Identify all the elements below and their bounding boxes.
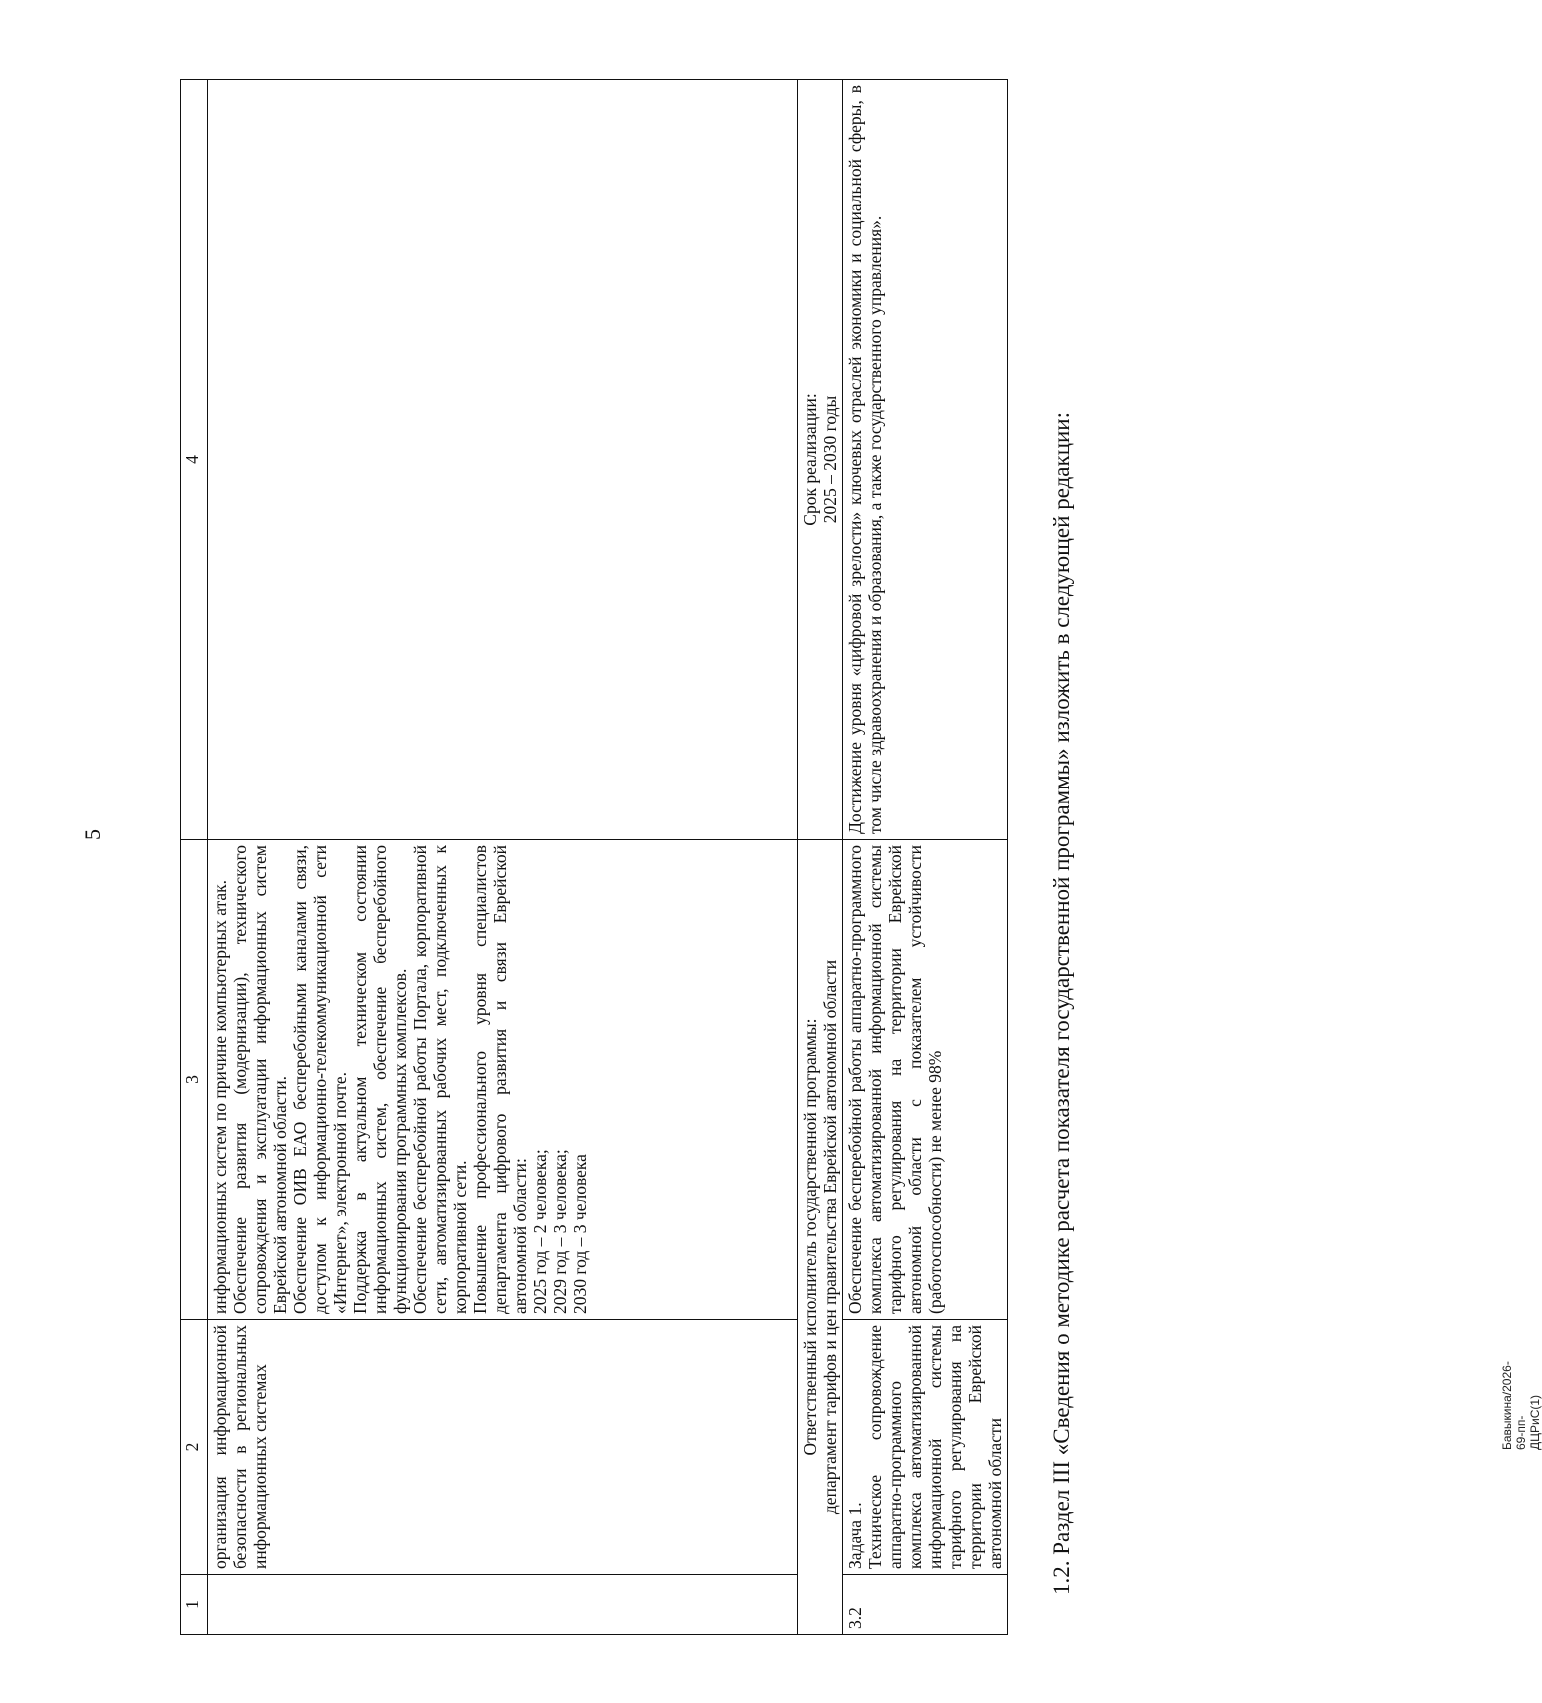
- result-line: Обеспечение бесперебойной работы Портала, корпоративной сети, автоматизированных рабочих мест, подключенных к корпоративной сети.: [410, 845, 470, 1314]
- result-line: Поддержка в актуальном техническом состоянии информационных систем, обеспечение бесперебойного функционирования программных комплексов.: [350, 845, 410, 1314]
- cell-number: 3.2: [843, 1575, 1008, 1635]
- task-text: Техническое сопровождение аппаратно-программного комплекса автоматизированной информационной системы тарифного регулирования на территории Еврейской автономной области: [865, 1325, 1005, 1569]
- table-section-row: [798, 80, 843, 1635]
- program-table: [180, 79, 1008, 1635]
- result-line: Обеспечение развития (модернизации), технического сопровождения и эксплуатации информационных систем Еврейской автономной области.: [230, 845, 290, 1314]
- cell-task: [843, 1320, 1008, 1575]
- result-line: информационных систем по причине компьютерных атак.: [210, 879, 230, 1314]
- section-instruction: 1.2. Раздел III «Сведения о методике расчета показателя государственной программы» изложить в следующей редакции:: [1049, 411, 1074, 1595]
- table-row-3-2: [843, 80, 1008, 1635]
- cell-link: Достижение уровня «цифровой зрелости» ключевых отраслей экономики и социальной сферы, в том числе здравоохранения и образования, а также государственного управления».: [843, 80, 1008, 840]
- result-line: Обеспечение ОИВ ЕАО бесперебойными каналами связи, доступом к информационно-телекоммуникационной сети «Интернет», электронной почте.: [290, 845, 350, 1314]
- table-header-row: [181, 80, 208, 1635]
- result-line: Повышение профессионального уровня специалистов департамента цифрового развития и связи Еврейской автономной области:: [470, 845, 530, 1314]
- header-col-4: 4: [181, 80, 208, 840]
- implementation-term: [798, 80, 843, 840]
- responsible-line-1: Ответственный исполнитель государственной программы:: [800, 1018, 820, 1456]
- cell-task: организация информационной безопасности в региональных информационных системах: [208, 1320, 798, 1575]
- result-line: 2030 год – 3 человека: [570, 1154, 590, 1314]
- task-title: Задача 1.: [845, 1502, 865, 1569]
- header-col-1: 1: [181, 1575, 208, 1635]
- result-line: 2029 год – 3 человека;: [550, 1149, 570, 1314]
- cell-results: [208, 840, 798, 1320]
- header-col-3: 3: [181, 840, 208, 1320]
- page-number: 5: [80, 829, 105, 840]
- header-col-2: 2: [181, 1320, 208, 1575]
- cell-link: [208, 80, 798, 840]
- responsible-executor: [798, 840, 843, 1635]
- term-line-1: Срок реализации:: [800, 393, 820, 526]
- responsible-line-2: департамент тарифов и цен правительства Еврейской автономной области: [820, 959, 840, 1515]
- table-row-continuation: [208, 80, 798, 1635]
- cell-number: [208, 1575, 798, 1635]
- footer-code: Бавыкина/2026-69-пп-ДЦРиС(1): [1500, 1361, 1542, 1450]
- rotated-content: [180, 80, 1210, 1635]
- term-line-2: 2025 – 2030 годы: [820, 395, 840, 524]
- cell-results: Обеспечение бесперебойной работы аппаратно-программного комплекса автоматизированной информационной системы тарифного регулирования на территории Еврейской автономной области с показателем устойчивости (работоспособности) не менее 98%: [843, 840, 1008, 1320]
- result-line: 2025 год – 2 человека;: [530, 1149, 550, 1314]
